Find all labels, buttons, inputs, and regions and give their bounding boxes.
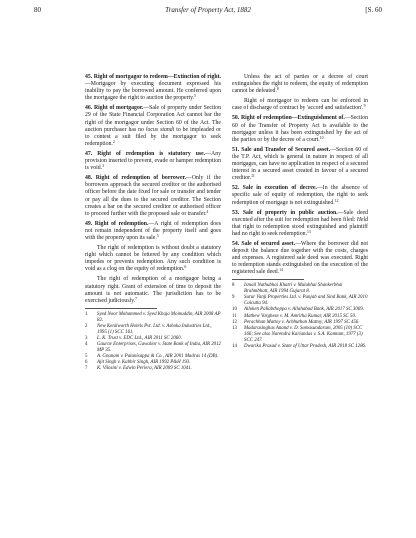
footnote (232, 283, 368, 295)
footnote-number: 5 (85, 353, 88, 359)
footnote-text: Surur Vanji Properties Ltd. v. Punjab and Sind Bank, AIR 2010 Calcutta 94. (244, 295, 368, 307)
right-column (232, 74, 368, 350)
footnote (232, 344, 368, 350)
footnote (232, 314, 368, 320)
page-number: 80 (34, 6, 41, 14)
footnote-text: Ismail Nathubhai Khatri v. Mulubhai Shankerbhai Brahmbhatt, AIR 1994 Gujarat 8. (244, 283, 343, 295)
paragraph-text: that right to redemption stood extinguished and plaintiff had no right to seek redemption. (232, 223, 368, 237)
italic-term: Held (356, 216, 368, 223)
footnote-number: 7 (85, 366, 88, 372)
paragraph-46 (85, 105, 221, 148)
footnote-ref: 2 (112, 139, 115, 144)
paragraph-text: —Section 60 of the Transfer of Property Act is available to the mortgagor unless it has been extinguished by the act of the parties or by the decree of a court. (232, 115, 368, 143)
paragraph-text: —A right of redemption does not remain independent of the property itself and goes with the property upon its sale. (85, 220, 222, 241)
paragraph-text: Right of mortgagor to redeem can be enforced in case of discharge of contract by 'accord and satisfaction'. (232, 98, 368, 112)
footnote-ref: 8 (276, 87, 279, 92)
footnote (85, 342, 221, 354)
paragraph-heading: 50. Right of redemption—Extinguishment of. (232, 115, 345, 122)
footnote-text: Syed Noor Mohammed v. Syed Khaja Moinuddin, AIR 2008 AP 82. (97, 311, 221, 323)
footnote-ref: 10 (319, 135, 324, 140)
running-title: Transfer of Property Act, 1882 (165, 6, 251, 14)
footnote-ref: 7 (135, 296, 138, 301)
footnote (232, 320, 368, 326)
footnote-ref: 6 (184, 265, 187, 270)
footnote-text: New Kenilworth Hotels Pvt. Ltd. v. Ashoka Industries Ltd., 1995 (1) SCC 161. (97, 323, 212, 335)
paragraph-53 (232, 210, 368, 238)
footnote-ref: 9 (363, 104, 366, 109)
paragraph-text: The right of redemption is without doubt a statutory right which cannot be fettered by any condition which impedes or prevents redemption. Any such condition is void as a clog on the equity of redemption. (85, 245, 221, 273)
paragraph-heading: 54. Sale of secured asset. (232, 240, 296, 247)
footnote (85, 312, 221, 324)
footnote-text: Perachhan Mattoy v. Achhuthan Mattoy, AIR 1997 SC 456. (244, 319, 360, 325)
footnote (85, 336, 221, 342)
paragraph-52 (232, 185, 368, 206)
footnote-text: Ajit Singh v. Kabbir Singh, AIR 1992 P&H 193. (97, 360, 191, 366)
footnote (232, 295, 368, 307)
footnote-divider (232, 279, 304, 280)
footnote-text: Alloken Pallabthoppa v. Allahabad Bank, AIR 2017 SC 3069. (244, 307, 364, 313)
paragraph-text: —Section 60 of the T.P. Act, which is general in nature in respect of all mortgages, can have no application in respect of a secured interest in a secured asset created in favour of a secured creditor. (232, 146, 368, 182)
paragraph-heading: 52. Sale in execution of decree. (232, 185, 317, 192)
footnote-number: 11 (232, 313, 237, 319)
paragraph-49-cont (85, 245, 221, 273)
footnote (85, 366, 221, 372)
paragraph-heading: 46. Right of mortgagor. (85, 105, 144, 112)
footnote-text: Mathew Varghese v. M. Amritha Kumar, AIR 2015 SC 50. (244, 313, 357, 319)
paragraph-heading: 49. Right of redemption. (85, 220, 149, 227)
footnote-ref: 11 (251, 174, 255, 179)
paragraph-47 (85, 151, 221, 172)
footnote-text: Dwarika Prasad v. State of Uttar Pradesh, AIR 2018 SC 1286. (244, 343, 367, 349)
paragraph-text: —Sale of property under Section 29 of the State Financial Corporation Act cannot bar the right of the mortgagor under Section 60 of the Act. The auction purchaser has no (85, 105, 221, 133)
paragraph-text: The right of redemption of a mortgagor being a statutory right. Grant of extension of time to deposit the amount is not automatic. The jurisdiction has to be exercised judiciously. (85, 276, 221, 304)
footnote (85, 360, 221, 366)
left-footnotes (85, 312, 221, 372)
footnote-ref: 4 (206, 209, 209, 214)
paragraph-text: —Any provision inserted to prevent, evade or hamper redemption is void. (85, 150, 221, 172)
paragraph-49 (85, 221, 221, 242)
right-footnotes (232, 283, 368, 349)
footnote-text: Gaurav Enterprises, Gawalior v. State Bank of India, AIR 2012 MP 35. (97, 341, 221, 353)
footnote-text: K. Vilosini v. Edwin Periera, AIR 2009 SC 1041. (97, 366, 192, 372)
footnote-ref: 14 (279, 268, 283, 273)
footnote-number: 13 (232, 325, 237, 331)
footnote (85, 324, 221, 336)
paragraph-text: —Sale deed executed after the suit for redemption had been filed: (232, 209, 368, 223)
paragraph-45 (85, 74, 221, 102)
footnote-number: 9 (232, 295, 235, 301)
footnote-number: 14 (232, 343, 237, 349)
footnote-number: 3 (85, 335, 88, 341)
paragraph-54 (232, 241, 368, 276)
section-reference: [S. 60 (365, 6, 382, 14)
footnote-number: 6 (85, 360, 88, 366)
footnote-text: Madarasinghas Anand v. D. Somasundaram, 2005 (10) SCC 166; See also Narendra Kariandas v. S.A. Kamtam, 1977 (3) SCC 247. (244, 325, 363, 343)
footnote-ref: 5 (156, 233, 159, 238)
footnote-number: 12 (232, 319, 237, 325)
footnote-divider (85, 308, 157, 309)
paragraph-heading: 51. Sale and Transfer of Secured asset. (232, 146, 331, 153)
footnote-number: 4 (85, 341, 88, 347)
footnote-text: A. Gnanam v. Palanisappa & Co., AIR 2001 Madras 14 (DB). (97, 353, 219, 359)
paragraph-text: to be impleaded or to contest a suit filed by the mortgagor to seek redemption. (85, 126, 221, 147)
footnote-ref: 13 (307, 229, 311, 234)
footnote-ref: 3 (102, 164, 104, 169)
paragraph-49-cont2 (85, 276, 221, 304)
paragraph-heading: 45. Right of mortgagor to redeem—Extinction of right. (85, 74, 221, 80)
footnote-ref: 12 (334, 198, 339, 203)
footnote-text: L. K. Trust v. EDC Ltd., AIR 2011 SC 2060. (97, 335, 182, 341)
footnote-number: 2 (85, 323, 88, 329)
footnote (85, 354, 221, 360)
paragraph-50 (232, 115, 368, 143)
paragraph-text: —Mortgagor by executing document expressed his inability to pay the borrowed amount. He conferred upon the mortgagee the right to auction the property. (85, 81, 221, 102)
paragraph-51 (232, 147, 368, 182)
paragraph-heading: 47. Right of redemption is statutory use. (85, 150, 206, 157)
paragraph-text: —Where the borrower did not deposit the balance due together with the costs, charges and expenses. A registered sale deed was executed. Right to redemption stands extinguished on the execution of the registered sale deed. (232, 240, 368, 276)
paragraph-text: —In the absence of specific sale of equity of redemption, the right to seek redemption of mortgage is not extinguished. (232, 185, 368, 206)
paragraph-text: Unless the act of parties or a decree of court extinguishes the right to redeem, the equity of redemption cannot be defeated. (232, 74, 368, 95)
footnote (232, 326, 368, 343)
footnote-number: 10 (232, 307, 237, 313)
footnote-number: 8 (232, 283, 235, 289)
italic-term: locus standi (145, 126, 175, 133)
running-header (0, 6, 416, 18)
paragraph-text: —Only if the borrowers approach the secured creditor or the authorised officer before the date fixed for sale or transfer and tender or pay all the dues to the secured creditor. The Section creates a bar on the secured creditor or authorised officer to proceed further with the proposed sale or transfer. (85, 175, 221, 217)
paragraph-49-cont3 (232, 74, 368, 95)
footnote-number: 1 (85, 311, 88, 317)
footnote (232, 307, 368, 313)
paragraph-48 (85, 175, 221, 218)
paragraph-49-cont4 (232, 98, 368, 112)
paragraph-heading: 53. Sale of property in public auction. (232, 209, 338, 216)
left-column (85, 74, 221, 373)
paragraph-heading: 48. Right of redemption of borrower. (85, 175, 187, 182)
footnote-ref: 5 (194, 94, 196, 99)
